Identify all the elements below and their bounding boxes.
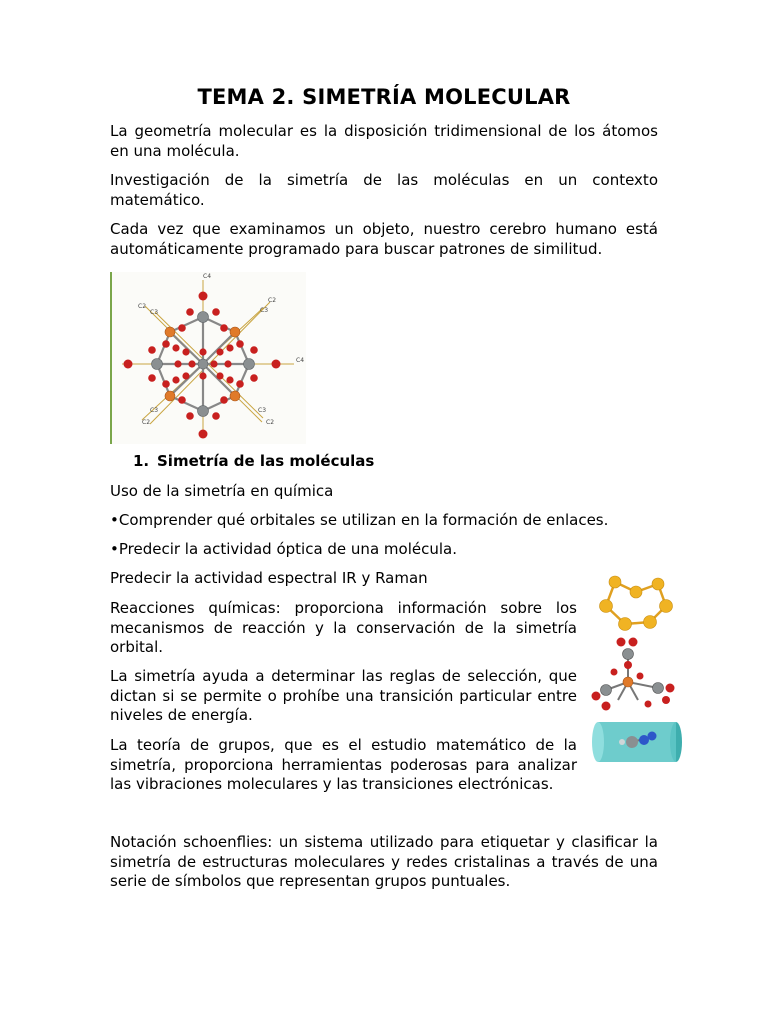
molecule-symmetry-figure [110, 272, 306, 444]
paragraph-patterns: Cada vez que examinamos un objeto, nuestro cerebro humano está automáticamente programado para buscar patrones de similitud. [110, 220, 658, 258]
svg-text:C2: C2 [138, 303, 147, 310]
paragraph-ir-raman: Predecir la actividad espectral IR y Raman [110, 569, 428, 587]
paragraph-schoenflies: Notación schoenflies: un sistema utilizado para etiquetar y clasificar la simetría de estructuras moleculares y redes cristalinas a través de una serie de símbolos que representan grupos puntuales. [110, 833, 658, 890]
paragraph-teoria-grupos: La teoría de grupos, que es el estudio matemático de la simetría, proporciona herramientas poderosas para analizar las vibraciones moleculares y las transiciones electrónicas. [110, 736, 577, 793]
svg-text:C3: C3 [260, 307, 269, 314]
bullet-optica: •Predecir la actividad óptica de una molécula. [110, 540, 457, 558]
svg-text:C4: C4 [296, 357, 305, 364]
svg-text:C2: C2 [268, 297, 277, 304]
section-title: Simetría de las moléculas [157, 452, 375, 470]
metal-carbonyl-molecule [592, 638, 675, 711]
section-heading [133, 452, 374, 470]
svg-text:C2: C2 [142, 419, 151, 426]
molecule-illustrations [588, 572, 684, 772]
svg-text:C2: C2 [266, 419, 275, 426]
svg-text:C3: C3 [258, 407, 267, 414]
section-number: 1. [133, 452, 150, 470]
paragraph-definition: La geometría molecular es la disposición tridimensional de los átomos en una molécula. [110, 122, 658, 160]
svg-text:C3: C3 [150, 407, 159, 414]
page-title: TEMA 2. SIMETRÍA MOLECULAR [197, 85, 571, 109]
bullet-orbitales: •Comprender qué orbitales se utilizan en la formación de enlaces. [110, 511, 609, 529]
svg-text:C4: C4 [203, 273, 212, 280]
svg-text:C3: C3 [150, 309, 159, 316]
paragraph-reacciones: Reacciones químicas: proporciona información sobre los mecanismos de reacción y la conservación de la simetría orbital. [110, 599, 577, 656]
paragraph-investigation: Investigación de la simetría de las moléculas en un contexto matemático. [110, 171, 658, 209]
paragraph-seleccion: La simetría ayuda a determinar las reglas de selección, que dictan si se permite o prohíbe una transición particular entre niveles de energía. [110, 667, 577, 724]
nanotube-molecule [592, 722, 682, 762]
paragraph-uso: Uso de la simetría en química [110, 482, 334, 500]
sulfur-ring-molecule [600, 576, 673, 631]
